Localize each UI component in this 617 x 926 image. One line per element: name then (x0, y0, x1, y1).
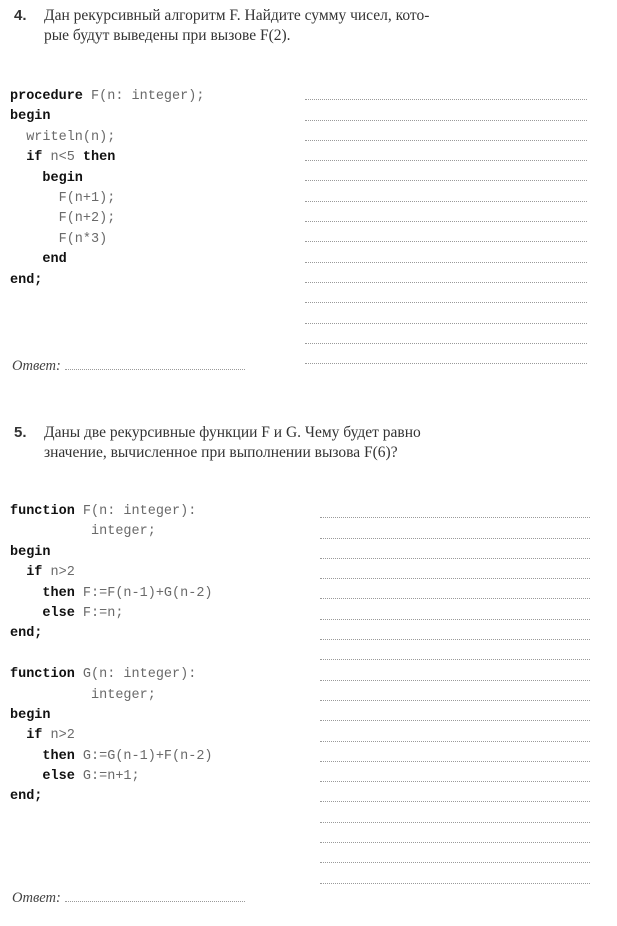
code-keyword: function (10, 667, 75, 683)
task-5-dotted-line[interactable] (320, 644, 590, 664)
code-keyword: if (26, 728, 43, 744)
task-5-heading (10, 423, 600, 463)
task-4-dotted-line[interactable] (305, 348, 587, 368)
code-keyword: begin (10, 109, 51, 125)
code-keyword: end (42, 252, 67, 268)
task-5-dotted-line[interactable] (320, 502, 590, 522)
task-5-code-line (10, 624, 213, 644)
task-5-dotted-line[interactable] (320, 827, 590, 847)
task-5-dotted-line[interactable] (320, 766, 590, 786)
code-text: integer; (91, 524, 156, 540)
task-5-code-line (10, 604, 213, 624)
task-4-dotted-line[interactable] (305, 287, 587, 307)
task-4-heading (10, 6, 600, 46)
task-4-dotted-line[interactable] (305, 185, 587, 205)
task-5-number: 5. (14, 424, 27, 441)
task-5-code-line (10, 686, 213, 706)
task-5-code-line (10, 584, 213, 604)
task-5-answer-label: Ответ: (12, 890, 61, 906)
code-text: writeln(n); (26, 129, 116, 145)
code-keyword: then (42, 748, 75, 764)
code-keyword: if (26, 565, 43, 581)
task-4-dotted-line[interactable] (305, 125, 587, 145)
code-text: integer; (91, 687, 156, 703)
task-4-number: 4. (14, 7, 27, 24)
task-4-code-line (10, 87, 204, 107)
task-5-dotted-line[interactable] (320, 685, 590, 705)
code-keyword: else (42, 769, 75, 785)
task-5-code-line (10, 767, 213, 787)
task-4-dotted-line[interactable] (305, 307, 587, 327)
task-5-code-line (10, 726, 213, 746)
task-5-code-line (10, 747, 213, 767)
task-4-dotted-line[interactable] (305, 267, 587, 287)
code-keyword: then (42, 585, 75, 601)
task-5-dotted-line[interactable] (320, 725, 590, 745)
task-4-code-line (10, 107, 204, 127)
task-5-dotted-line[interactable] (320, 563, 590, 583)
code-keyword: else (42, 605, 75, 621)
task-5-dotted-line[interactable] (320, 847, 590, 867)
code-text: n>2 (42, 728, 75, 744)
task-5-code-line (10, 502, 213, 522)
code-keyword: begin (10, 544, 51, 560)
task-5-dotted-line[interactable] (320, 705, 590, 725)
code-text: G(n: integer): (74, 667, 197, 683)
task-4-text-line1: Дан рекурсивный алгоритм F. Найдите сумму чисел, кото- (44, 7, 430, 24)
task-4-code-line (10, 128, 204, 148)
task-4-dotted-line[interactable] (305, 145, 587, 165)
code-keyword: begin (10, 707, 51, 723)
task-5-dotted-line[interactable] (320, 867, 590, 887)
task-5-text-line2: значение, вычисленное при выполнении вызова F(6)? (44, 444, 398, 461)
task-4-dotted-line[interactable] (305, 246, 587, 266)
code-text: F:=n; (74, 605, 124, 621)
code-keyword: then (82, 150, 116, 166)
code-text: G:=G(n-1)+F(n-2) (74, 748, 213, 764)
task-4-text-line2: рые будут выведены при вызове F(2). (44, 27, 291, 44)
task-4-code-line (10, 189, 204, 209)
code-text: F(n*3) (58, 231, 108, 247)
task-5-code-line (10, 522, 213, 542)
task-5-code-line (10, 665, 213, 685)
task-5-answer-blank[interactable] (65, 891, 245, 902)
task-4-dotted-line[interactable] (305, 206, 587, 226)
code-text: n<5 (42, 150, 83, 166)
code-keyword: end; (10, 626, 43, 642)
task-4-code-line (10, 250, 204, 270)
code-keyword: function (10, 504, 75, 519)
code-text: n>2 (42, 565, 75, 581)
task-4-code-listing (10, 87, 204, 291)
code-text: F(n: integer); (82, 89, 205, 104)
task-5-answer (12, 890, 245, 907)
task-4-dotted-line[interactable] (305, 104, 587, 124)
task-4-dotted-line[interactable] (305, 84, 587, 104)
code-keyword: if (26, 150, 43, 166)
task-4-answer (12, 358, 245, 375)
task-4-dotted-line[interactable] (305, 328, 587, 348)
code-keyword: end; (10, 789, 43, 805)
task-5-dotted-line[interactable] (320, 522, 590, 542)
task-4-dotted-line[interactable] (305, 165, 587, 185)
task-5-dotted-line[interactable] (320, 583, 590, 603)
task-5-dotted-line[interactable] (320, 664, 590, 684)
task-5-code-line (10, 645, 213, 665)
code-keyword: begin (42, 170, 83, 186)
task-5-dotted-line[interactable] (320, 806, 590, 826)
task-5-dotted-line[interactable] (320, 603, 590, 623)
code-keyword: end; (10, 272, 43, 288)
task-5-dotted-line[interactable] (320, 624, 590, 644)
task-4-code-line (10, 230, 204, 250)
task-5-code-line (10, 543, 213, 563)
task-5-code-listing (10, 502, 213, 808)
task-4-answer-lines (305, 84, 587, 368)
task-4-code-line (10, 148, 204, 168)
code-keyword: procedure (10, 89, 83, 104)
task-4-code-line (10, 169, 204, 189)
code-text: F(n+1); (58, 190, 116, 206)
task-5-text-line1: Даны две рекурсивные функции F и G. Чему будет равно (44, 424, 421, 441)
task-4-answer-blank[interactable] (65, 359, 245, 370)
code-text: F(n: integer): (74, 504, 197, 519)
task-5-code-line (10, 706, 213, 726)
task-5-dotted-line[interactable] (320, 786, 590, 806)
task-5-dotted-line[interactable] (320, 746, 590, 766)
task-5-code-line (10, 787, 213, 807)
code-text: G:=n+1; (74, 769, 140, 785)
task-4-code-line (10, 271, 204, 291)
code-text: F(n+2); (58, 211, 116, 227)
task-4-dotted-line[interactable] (305, 226, 587, 246)
task-5-answer-lines (320, 502, 590, 888)
task-5-dotted-line[interactable] (320, 543, 590, 563)
task-4-answer-label: Ответ: (12, 358, 61, 374)
task-5-code-line (10, 563, 213, 583)
task-4-code-line (10, 209, 204, 229)
code-text: F:=F(n-1)+G(n-2) (74, 585, 213, 601)
